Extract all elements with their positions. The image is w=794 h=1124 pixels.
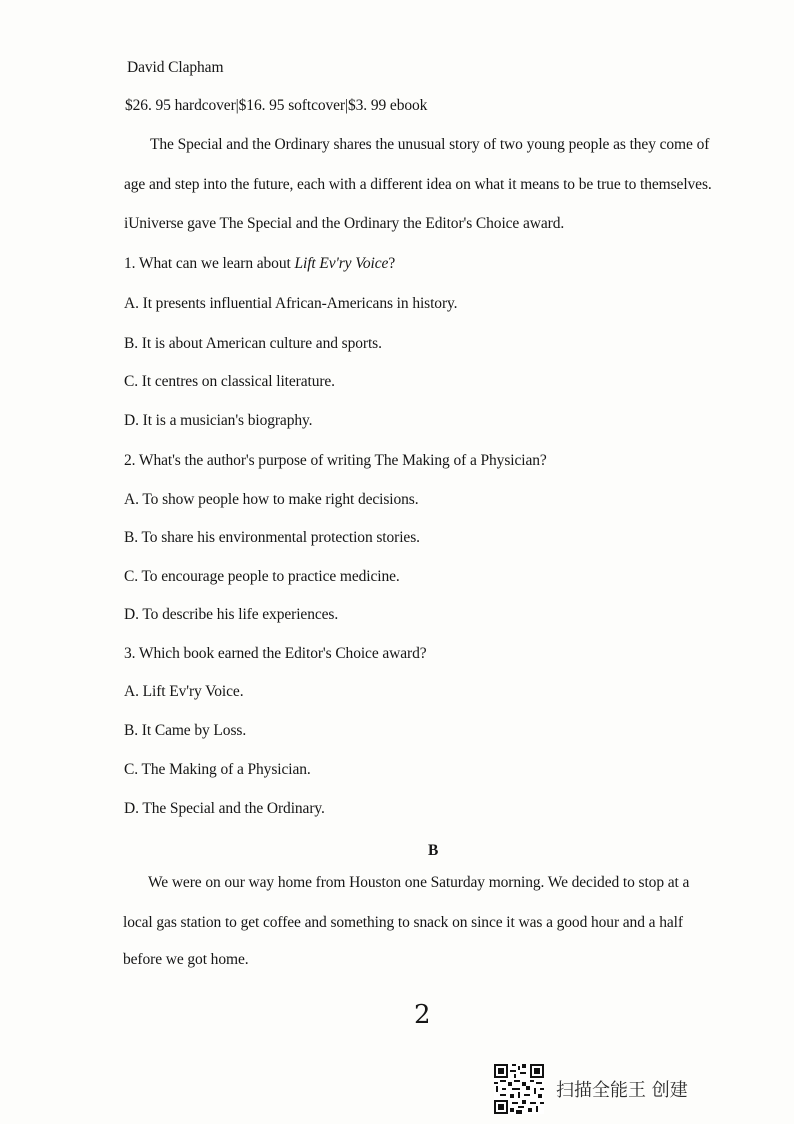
question-1-book-title: Lift Ev'ry Voice	[294, 255, 389, 272]
question-3-option-c: C. The Making of a Physician.	[124, 761, 311, 778]
scanner-watermark	[494, 1064, 688, 1114]
question-3-stem: 3. Which book earned the Editor's Choice award?	[124, 645, 427, 662]
passage-b-line-2: local gas station to get coffee and something to snack on since it was a good hour and a half	[123, 914, 683, 931]
intro-line-1: The Special and the Ordinary shares the unusual story of two young people as they come of	[150, 136, 710, 153]
question-1-suffix: ?	[388, 255, 396, 272]
intro-line-3: iUniverse gave The Special and the Ordinary the Editor's Choice award.	[124, 215, 565, 232]
passage-b-line-1: We were on our way home from Houston one Saturday morning. We decided to stop at a	[148, 874, 690, 891]
question-1-option-c: C. It centres on classical literature.	[124, 373, 335, 390]
question-2-option-a: A. To show people how to make right decisions.	[124, 491, 419, 508]
question-1-prefix: 1. What can we learn about	[124, 255, 295, 272]
question-1-option-d: D. It is a musician's biography.	[124, 412, 313, 429]
book-price: $26. 95 hardcover|$16. 95 softcover|$3. 99 ebook	[125, 97, 428, 114]
passage-b-line-3: before we got home.	[123, 951, 249, 968]
question-3-option-d: D. The Special and the Ordinary.	[124, 800, 325, 817]
page-number: 2	[414, 1000, 431, 1030]
question-1-option-a: A. It presents influential African-Americans in history.	[124, 295, 458, 312]
question-2-stem: 2. What's the author's purpose of writing The Making of a Physician?	[124, 452, 547, 469]
book-author: David Clapham	[127, 59, 224, 76]
bleed-through-mark	[440, 52, 740, 62]
intro-line-2: age and step into the future, each with a different idea on what it means to be true to themselves.	[124, 176, 712, 193]
question-3-option-b: B. It Came by Loss.	[124, 722, 247, 739]
scanner-watermark-text: 扫描全能王 创建	[556, 1080, 688, 1101]
question-2-option-c: C. To encourage people to practice medicine.	[124, 568, 400, 585]
question-2-option-b: B. To share his environmental protection stories.	[124, 529, 420, 546]
qr-code-icon	[494, 1064, 544, 1114]
question-1-stem	[124, 255, 395, 273]
question-3-option-a: A. Lift Ev'ry Voice.	[124, 683, 244, 700]
section-b-heading: B	[428, 842, 439, 859]
question-2-option-d: D. To describe his life experiences.	[124, 606, 339, 623]
question-1-option-b: B. It is about American culture and sports.	[124, 335, 382, 352]
